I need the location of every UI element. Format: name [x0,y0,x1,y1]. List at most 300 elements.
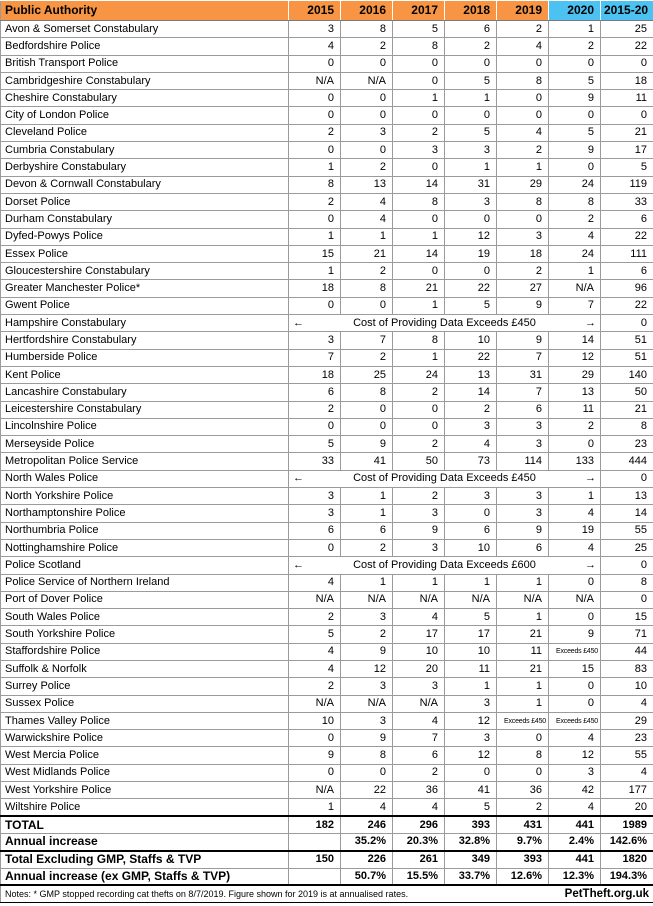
value-cell: 13 [549,384,601,401]
value-cell: 5 [393,21,445,38]
authority-name: Suffolk & Norfolk [1,660,289,677]
table-row [1,730,653,747]
value-cell: 12 [549,349,601,366]
value-cell: 3 [341,678,393,695]
summary-row [1,833,653,850]
value-cell: 0 [601,107,653,124]
value-cell: 1 [289,228,341,245]
value-cell: 2 [497,21,549,38]
value-cell: 21 [601,124,653,141]
value-cell: 7 [393,730,445,747]
value-cell: 8 [393,193,445,210]
value-cell: 0 [445,505,497,522]
summary-value-cell: 431 [497,816,549,833]
summary-label: Total Excluding GMP, Staffs & TVP [1,851,289,868]
column-header-2017: 2017 [393,1,445,21]
value-cell: N/A [549,591,601,608]
value-cell: 0 [341,764,393,781]
value-cell: 10 [393,643,445,660]
summary-value-cell [289,868,341,885]
value-cell: 3 [445,730,497,747]
authority-name: Cambridgeshire Constabulary [1,72,289,89]
value-cell: 0 [341,107,393,124]
summary-value-cell: 261 [393,851,445,868]
authority-name: Gloucestershire Constabulary [1,263,289,280]
arrow-right-icon: → [585,558,596,571]
value-cell: 33 [601,193,653,210]
authority-name: Northamptonshire Police [1,505,289,522]
value-cell: 1 [497,159,549,176]
authority-name: Surrey Police [1,678,289,695]
value-cell: 8 [601,574,653,591]
value-cell: 14 [393,245,445,262]
value-cell: 2 [549,418,601,435]
value-cell: 19 [445,245,497,262]
value-cell: 0 [393,263,445,280]
value-cell: 2 [289,609,341,626]
authority-name: Merseyside Police [1,436,289,453]
value-cell: 1 [445,90,497,107]
value-cell: 29 [601,712,653,729]
authority-name: Dyfed-Powys Police [1,228,289,245]
summary-value-cell: 9.7% [497,833,549,850]
table-body [1,21,653,886]
authority-name: Essex Police [1,245,289,262]
value-cell: N/A [393,591,445,608]
value-cell: 8 [341,21,393,38]
value-cell: 9 [341,436,393,453]
value-cell: 2 [289,124,341,141]
value-cell: 1 [497,574,549,591]
value-cell: 4 [549,539,601,556]
column-header-2018: 2018 [445,1,497,21]
authority-name: Avon & Somerset Constabulary [1,21,289,38]
value-cell: 29 [549,366,601,383]
summary-value-cell: 182 [289,816,341,833]
authority-name: Lincolnshire Police [1,418,289,435]
value-cell: 25 [601,21,653,38]
authority-name: Lancashire Constabulary [1,384,289,401]
span-note-text: Cost of Providing Data Exceeds £450 [353,316,536,329]
value-cell: Exceeds £450 [497,712,549,729]
value-cell: 4 [289,38,341,55]
table-row [1,366,653,383]
value-cell: 7 [497,384,549,401]
value-cell: 0 [289,142,341,159]
value-cell: 4 [393,712,445,729]
table-row [1,799,653,816]
value-cell: 0 [497,211,549,228]
value-cell: 2 [393,764,445,781]
table-row [1,193,653,210]
column-header-2015-20: 2015-20 [601,1,653,21]
value-cell: 12 [445,747,497,764]
value-cell: 0 [497,730,549,747]
value-cell: 2 [393,124,445,141]
value-cell: 4 [601,695,653,712]
authority-name: Sussex Police [1,695,289,712]
arrow-right-icon: → [585,316,596,329]
value-cell: 3 [289,505,341,522]
authority-name: South Yorkshire Police [1,626,289,643]
authority-name: Cheshire Constabulary [1,90,289,107]
table-row [1,695,653,712]
value-cell: 22 [601,228,653,245]
table-row [1,660,653,677]
table-row [1,747,653,764]
value-cell: 3 [497,488,549,505]
table-row [1,159,653,176]
authority-name: Cleveland Police [1,124,289,141]
value-cell: 17 [601,142,653,159]
value-cell: 21 [497,660,549,677]
value-cell: 1 [393,574,445,591]
value-cell: 140 [601,366,653,383]
value-cell: 2 [341,159,393,176]
summary-row [1,868,653,885]
table-row [1,505,653,522]
authority-name: Devon & Cornwall Constabulary [1,176,289,193]
summary-value-cell: 349 [445,851,497,868]
value-cell: 7 [289,349,341,366]
value-cell: 44 [601,643,653,660]
value-cell: 0 [445,107,497,124]
value-cell: 1 [341,488,393,505]
value-cell: 31 [497,366,549,383]
value-cell: 3 [445,418,497,435]
table-row [1,384,653,401]
column-header-2019: 2019 [497,1,549,21]
summary-row [1,851,653,868]
value-cell: 9 [393,522,445,539]
value-cell: 0 [393,159,445,176]
value-cell: 10 [601,678,653,695]
value-cell: 24 [549,176,601,193]
summary-value-cell: 1989 [601,816,653,833]
value-cell: 0 [341,418,393,435]
table-footer [1,885,653,902]
value-cell: 0 [289,55,341,72]
value-cell: 0 [341,401,393,418]
value-cell: 2 [341,349,393,366]
table-row [1,764,653,781]
span-note-cell [289,315,601,332]
value-cell: 0 [289,297,341,314]
table-row [1,280,653,297]
value-cell: 1 [445,678,497,695]
value-cell: 22 [445,280,497,297]
value-cell: 8 [497,193,549,210]
value-cell: 0 [549,609,601,626]
value-cell: N/A [549,280,601,297]
value-cell: 20 [601,799,653,816]
value-cell: 5 [445,124,497,141]
summary-value-cell: 246 [341,816,393,833]
summary-value-cell: 194.3% [601,868,653,885]
value-cell: 71 [601,626,653,643]
header-row [1,1,653,21]
value-cell: 3 [289,488,341,505]
value-cell: 18 [601,72,653,89]
value-cell: 3 [341,124,393,141]
value-cell: 3 [445,695,497,712]
value-cell: 1 [497,609,549,626]
span-note-text: Cost of Providing Data Exceeds £600 [353,558,536,571]
value-cell: 7 [549,297,601,314]
value-cell: 5 [445,799,497,816]
summary-label: TOTAL [1,816,289,833]
table-row [1,574,653,591]
value-cell: 2 [445,38,497,55]
value-cell: 5 [549,72,601,89]
value-cell: 4 [289,574,341,591]
column-header-2016: 2016 [341,1,393,21]
table-row [1,245,653,262]
value-cell: 2 [497,263,549,280]
arrow-left-icon: ← [293,472,304,485]
value-cell: 2 [341,38,393,55]
value-cell: 4 [393,609,445,626]
value-cell: 133 [549,453,601,470]
authority-name: Derbyshire Constabulary [1,159,289,176]
table-row [1,591,653,608]
value-cell: 3 [289,332,341,349]
value-cell: 1 [497,678,549,695]
value-cell: 14 [601,505,653,522]
value-cell: 0 [549,55,601,72]
value-cell: 12 [341,660,393,677]
value-cell: 0 [393,418,445,435]
value-cell: 55 [601,522,653,539]
value-cell: 51 [601,349,653,366]
value-cell: 6 [445,522,497,539]
value-cell: 9 [341,730,393,747]
arrow-left-icon: ← [293,316,304,329]
table-row [1,211,653,228]
authority-name: British Transport Police [1,55,289,72]
value-cell: 18 [289,280,341,297]
value-cell: 17 [445,626,497,643]
summary-value-cell: 441 [549,851,601,868]
value-cell: 4 [549,730,601,747]
value-cell: 11 [445,660,497,677]
value-cell: 0 [445,211,497,228]
arrow-left-icon: ← [293,558,304,571]
summary-value-cell: 142.6% [601,833,653,850]
table-row [1,124,653,141]
value-cell: 6 [341,522,393,539]
summary-value-cell: 12.3% [549,868,601,885]
value-cell: 4 [549,505,601,522]
value-cell: N/A [341,695,393,712]
value-cell: 9 [549,626,601,643]
value-cell: N/A [289,72,341,89]
value-cell: 2 [549,211,601,228]
table-row [1,609,653,626]
value-cell: 3 [445,193,497,210]
value-cell: 13 [445,366,497,383]
summary-label: Annual increase [1,833,289,850]
value-cell: 6 [445,21,497,38]
value-cell: 15 [289,245,341,262]
value-cell: 8 [393,38,445,55]
value-cell: 8 [341,747,393,764]
authority-name: Dorset Police [1,193,289,210]
value-cell: 0 [601,557,653,574]
table-row [1,557,653,574]
authority-name: Leicestershire Constabulary [1,401,289,418]
value-cell: 14 [393,176,445,193]
value-cell: 22 [601,297,653,314]
value-cell: 3 [445,488,497,505]
value-cell: 0 [601,591,653,608]
value-cell: 0 [341,297,393,314]
value-cell: 9 [497,522,549,539]
authority-name: South Wales Police [1,609,289,626]
value-cell: 9 [497,332,549,349]
value-cell: 3 [393,678,445,695]
summary-label: Annual increase (ex GMP, Staffs & TVP) [1,868,289,885]
value-cell: 3 [445,142,497,159]
value-cell: 13 [341,176,393,193]
column-header-2020: 2020 [549,1,601,21]
value-cell: 0 [601,470,653,487]
value-cell: 13 [601,488,653,505]
value-cell: 2 [289,678,341,695]
value-cell: 3 [393,505,445,522]
value-cell: 6 [289,384,341,401]
summary-value-cell: 393 [445,816,497,833]
value-cell: 21 [601,401,653,418]
authority-name: West Mercia Police [1,747,289,764]
value-cell: 0 [497,107,549,124]
value-cell: 8 [497,72,549,89]
value-cell: 2 [289,193,341,210]
value-cell: 3 [341,609,393,626]
value-cell: N/A [393,695,445,712]
value-cell: 444 [601,453,653,470]
authority-name: Humberside Police [1,349,289,366]
value-cell: 8 [341,280,393,297]
value-cell: 0 [289,730,341,747]
table-row [1,470,653,487]
value-cell: 0 [601,55,653,72]
column-header-public-authority: Public Authority [1,1,289,21]
value-cell: 0 [393,72,445,89]
value-cell: N/A [289,695,341,712]
value-cell: 14 [445,384,497,401]
authority-name: Thames Valley Police [1,712,289,729]
value-cell: 5 [549,124,601,141]
summary-value-cell: 226 [341,851,393,868]
value-cell: 4 [549,228,601,245]
value-cell: 36 [497,782,549,799]
authority-name: Police Service of Northern Ireland [1,574,289,591]
authority-name: City of London Police [1,107,289,124]
value-cell: 22 [445,349,497,366]
table-row [1,401,653,418]
table-row [1,90,653,107]
value-cell: 2 [549,38,601,55]
value-cell: 2 [341,263,393,280]
value-cell: 3 [497,436,549,453]
value-cell: 5 [445,72,497,89]
table-row [1,297,653,314]
table-row [1,522,653,539]
value-cell: 1 [445,574,497,591]
authority-name: Port of Dover Police [1,591,289,608]
brand-link[interactable]: PetTheft.org.uk [564,887,649,900]
value-cell: 10 [445,643,497,660]
value-cell: 0 [497,55,549,72]
value-cell: 8 [393,332,445,349]
table-row [1,488,653,505]
summary-value-cell: 33.7% [445,868,497,885]
value-cell: 3 [497,418,549,435]
value-cell: 4 [601,764,653,781]
value-cell: 12 [445,228,497,245]
authority-name: Kent Police [1,366,289,383]
value-cell: 2 [393,384,445,401]
table-row [1,418,653,435]
value-cell: 0 [549,159,601,176]
table-row [1,228,653,245]
value-cell: 12 [445,712,497,729]
span-note-text: Cost of Providing Data Exceeds £450 [353,472,536,485]
summary-value-cell: 1820 [601,851,653,868]
value-cell: 3 [341,712,393,729]
value-cell: 1 [341,228,393,245]
value-cell: 8 [601,418,653,435]
value-cell: 2 [341,626,393,643]
value-cell: 73 [445,453,497,470]
authority-name: Northumbria Police [1,522,289,539]
table-row [1,539,653,556]
value-cell: 0 [341,90,393,107]
value-cell: 21 [497,626,549,643]
summary-value-cell: 12.6% [497,868,549,885]
value-cell: 0 [341,142,393,159]
value-cell: 119 [601,176,653,193]
value-cell: 1 [445,159,497,176]
value-cell: N/A [289,782,341,799]
value-cell: 0 [393,55,445,72]
value-cell: 6 [497,539,549,556]
value-cell: 2 [393,436,445,453]
value-cell: 2 [341,539,393,556]
value-cell: 9 [341,643,393,660]
summary-value-cell: 441 [549,816,601,833]
table-row [1,349,653,366]
authority-name: Hertfordshire Constabulary [1,332,289,349]
value-cell: 1 [289,159,341,176]
value-cell: 8 [289,176,341,193]
value-cell: 9 [549,90,601,107]
table-row [1,626,653,643]
table-row [1,107,653,124]
value-cell: 2 [445,401,497,418]
value-cell: 1 [341,574,393,591]
value-cell: 19 [549,522,601,539]
authority-name: Gwent Police [1,297,289,314]
value-cell: Exceeds £450 [549,643,601,660]
authority-name: West Yorkshire Police [1,782,289,799]
value-cell: 41 [341,453,393,470]
table-header [1,1,653,21]
value-cell: 1 [393,90,445,107]
table-row [1,712,653,729]
summary-value-cell: 35.2% [341,833,393,850]
